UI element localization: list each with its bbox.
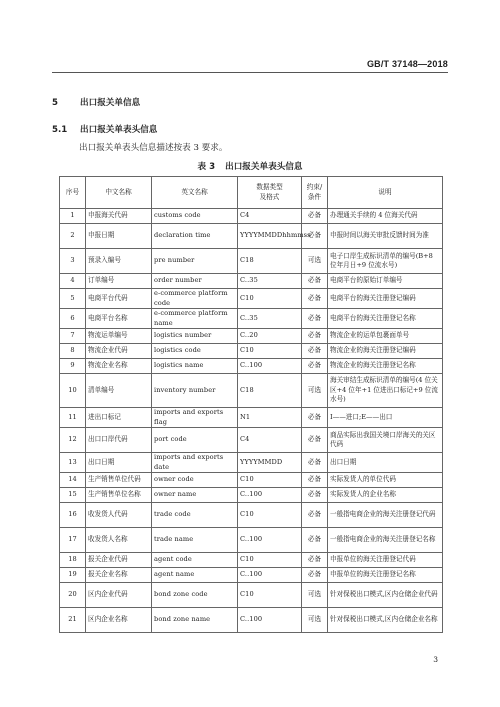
cell-description: 物流企业的运单包裹面单号 (328, 329, 443, 344)
cell-chinese-name: 订单编号 (86, 274, 152, 289)
table-row (60, 344, 443, 359)
cell-description: 物流企业的海关注册登记名称 (328, 359, 443, 374)
cell-row-number: 11 (60, 408, 86, 428)
cell-row-number: 13 (60, 453, 86, 473)
table-row (60, 503, 443, 528)
table-row (60, 249, 443, 274)
subsection-heading (52, 123, 157, 135)
cell-constraint: 必备 (302, 568, 328, 583)
cell-row-number: 7 (60, 329, 86, 344)
cell-constraint: 必备 (302, 344, 328, 359)
cell-row-number: 2 (60, 224, 86, 249)
table-row (60, 608, 443, 633)
table-row (60, 309, 443, 329)
cell-row-number: 4 (60, 274, 86, 289)
cell-description: 申报单位的海关注册登记代码 (328, 553, 443, 568)
cell-constraint: 必备 (302, 274, 328, 289)
cell-description: 电子口岸生成标识清单的编号(B+8 位年月日+9 位流水号) (328, 249, 443, 274)
table-row (60, 408, 443, 428)
header-rule (52, 72, 448, 73)
cell-data-type: C..35 (238, 274, 302, 289)
cell-data-type: N1 (238, 408, 302, 428)
cell-chinese-name: 区内企业代码 (86, 583, 152, 608)
cell-english-name: agent code (152, 553, 238, 568)
cell-data-type: C10 (238, 289, 302, 309)
cell-description: 海关审结生成标识清单的编号(4 位关区+4 位年+1 位进出口标记+9 位流水号) (328, 374, 443, 408)
cell-english-name: imports and exports flag (152, 408, 238, 428)
cell-constraint: 必备 (302, 329, 328, 344)
cell-description: 商品实际出我国关境口岸海关的关区代码 (328, 428, 443, 453)
subsection-number: 5.1 (52, 125, 68, 135)
cell-constraint: 必备 (302, 453, 328, 473)
cell-row-number: 16 (60, 503, 86, 528)
cell-chinese-name: 申报海关代码 (86, 209, 152, 224)
table-row (60, 428, 443, 453)
column-header-description: 说明 (328, 177, 443, 209)
cell-english-name: imports and exports date (152, 453, 238, 473)
section-heading (52, 96, 140, 108)
cell-data-type: C10 (238, 583, 302, 608)
cell-constraint: 必备 (302, 488, 328, 503)
cell-constraint: 必备 (302, 528, 328, 553)
cell-description: 电商平台的海关注册登记编码 (328, 289, 443, 309)
cell-row-number: 12 (60, 428, 86, 453)
table-row (60, 209, 443, 224)
cell-data-type: C4 (238, 428, 302, 453)
cell-data-type: C10 (238, 553, 302, 568)
cell-constraint: 必备 (302, 553, 328, 568)
cell-row-number: 20 (60, 583, 86, 608)
table-row (60, 553, 443, 568)
cell-description: 电商平台的原始订单编号 (328, 274, 443, 289)
standard-number: GB/T 37148—2018 (366, 59, 448, 69)
section-title: 出口报关单信息 (80, 98, 141, 108)
cell-row-number: 18 (60, 553, 86, 568)
cell-row-number: 10 (60, 374, 86, 408)
cell-english-name: port code (152, 428, 238, 453)
table-row (60, 473, 443, 488)
cell-data-type: C..100 (238, 488, 302, 503)
table-row (60, 329, 443, 344)
cell-description: 出口日期 (328, 453, 443, 473)
table-row (60, 224, 443, 249)
cell-english-name: owner code (152, 473, 238, 488)
cell-chinese-name: 进出口标记 (86, 408, 152, 428)
cell-english-name: trade code (152, 503, 238, 528)
column-header-data-type: 数据类型 及格式 (238, 177, 302, 209)
cell-description: 针对保税出口模式,区内仓储企业名称 (328, 608, 443, 633)
table-row (60, 583, 443, 608)
cell-data-type: C..20 (238, 329, 302, 344)
cell-chinese-name: 报关企业名称 (86, 568, 152, 583)
cell-constraint: 必备 (302, 209, 328, 224)
cell-chinese-name: 生产销售单位名称 (86, 488, 152, 503)
cell-data-type: C..100 (238, 359, 302, 374)
column-header-en-name: 英文名称 (152, 177, 238, 209)
cell-chinese-name: 物流运单编号 (86, 329, 152, 344)
cell-english-name: bond zone name (152, 608, 238, 633)
table-row (60, 274, 443, 289)
cell-english-name: owner name (152, 488, 238, 503)
cell-constraint: 必备 (302, 503, 328, 528)
cell-english-name: logistics name (152, 359, 238, 374)
cell-chinese-name: 清单编号 (86, 374, 152, 408)
cell-chinese-name: 收发货人代码 (86, 503, 152, 528)
cell-chinese-name: 出口口岸代码 (86, 428, 152, 453)
cell-description: 一般指电商企业的海关注册登记名称 (328, 528, 443, 553)
cell-description: 办理通关手续的 4 位海关代码 (328, 209, 443, 224)
table-row (60, 374, 443, 408)
cell-data-type: C4 (238, 209, 302, 224)
cell-data-type: YYYYMMDD (238, 453, 302, 473)
cell-row-number: 3 (60, 249, 86, 274)
cell-chinese-name: 申报日期 (86, 224, 152, 249)
section-number: 5 (52, 98, 58, 108)
table-row (60, 568, 443, 583)
cell-data-type: C18 (238, 374, 302, 408)
cell-english-name: agent name (152, 568, 238, 583)
cell-constraint: 必备 (302, 408, 328, 428)
cell-row-number: 6 (60, 309, 86, 329)
cell-description: 一般指电商企业的海关注册登记代码 (328, 503, 443, 528)
cell-english-name: inventory number (152, 374, 238, 408)
table-row (60, 528, 443, 553)
cell-data-type: C10 (238, 473, 302, 488)
cell-english-name: trade name (152, 528, 238, 553)
cell-english-name: declaration time (152, 224, 238, 249)
column-header-constraint: 约束/ 条件 (302, 177, 328, 209)
cell-data-type: YYYYMMDDhhmmss (238, 224, 302, 249)
cell-data-type: C18 (238, 249, 302, 274)
cell-description: 针对保税出口模式,区内仓储企业代码 (328, 583, 443, 608)
cell-english-name: customs code (152, 209, 238, 224)
cell-row-number: 15 (60, 488, 86, 503)
cell-description: 电商平台的海关注册登记名称 (328, 309, 443, 329)
cell-row-number: 1 (60, 209, 86, 224)
table-row (60, 488, 443, 503)
cell-constraint: 必备 (302, 224, 328, 249)
cell-english-name: e-commerce platform name (152, 309, 238, 329)
cell-constraint: 必备 (302, 473, 328, 488)
cell-row-number: 19 (60, 568, 86, 583)
cell-description: 实际发货人的企业名称 (328, 488, 443, 503)
cell-english-name: pre number (152, 249, 238, 274)
cell-constraint: 必备 (302, 428, 328, 453)
cell-row-number: 9 (60, 359, 86, 374)
cell-data-type: C..35 (238, 309, 302, 329)
table-caption-title: 出口报关单表头信息 (225, 162, 303, 172)
cell-constraint: 必备 (302, 289, 328, 309)
cell-chinese-name: 区内企业名称 (86, 608, 152, 633)
cell-english-name: logistics code (152, 344, 238, 359)
cell-chinese-name: 电商平台代码 (86, 289, 152, 309)
cell-data-type: C10 (238, 344, 302, 359)
cell-data-type: C10 (238, 503, 302, 528)
cell-chinese-name: 预录入编号 (86, 249, 152, 274)
table-row (60, 453, 443, 473)
column-header-cn-name: 中文名称 (86, 177, 152, 209)
table-row (60, 359, 443, 374)
cell-description: 物流企业的海关注册登记编码 (328, 344, 443, 359)
cell-english-name: e-commerce platform code (152, 289, 238, 309)
cell-chinese-name: 物流企业名称 (86, 359, 152, 374)
cell-chinese-name: 收发货人名称 (86, 528, 152, 553)
cell-chinese-name: 出口日期 (86, 453, 152, 473)
intro-paragraph: 出口报关单表头信息描述按表 3 要求。 (79, 143, 228, 153)
cell-chinese-name: 报关企业代码 (86, 553, 152, 568)
cell-data-type: C..100 (238, 528, 302, 553)
cell-chinese-name: 电商平台名称 (86, 309, 152, 329)
cell-english-name: order number (152, 274, 238, 289)
table-caption (0, 160, 500, 172)
cell-english-name: logistics number (152, 329, 238, 344)
column-header-no: 序号 (60, 177, 86, 209)
cell-description: I——进口;E——出口 (328, 408, 443, 428)
cell-constraint: 可选 (302, 249, 328, 274)
cell-description: 申报单位的海关注册登记名称 (328, 568, 443, 583)
cell-constraint: 必备 (302, 359, 328, 374)
cell-chinese-name: 物流企业代码 (86, 344, 152, 359)
cell-constraint: 可选 (302, 583, 328, 608)
cell-english-name: bond zone code (152, 583, 238, 608)
cell-row-number: 8 (60, 344, 86, 359)
page-number: 3 (433, 655, 438, 664)
table-caption-label: 表 3 (197, 162, 216, 172)
subsection-title: 出口报关单表头信息 (80, 125, 158, 135)
table-body (60, 209, 443, 633)
cell-row-number: 14 (60, 473, 86, 488)
cell-data-type: C..100 (238, 568, 302, 583)
table-row (60, 289, 443, 309)
cell-row-number: 5 (60, 289, 86, 309)
cell-description: 申报时间以海关审批反馈时间为准 (328, 224, 443, 249)
header-info-table (59, 176, 443, 633)
cell-chinese-name: 生产销售单位代码 (86, 473, 152, 488)
cell-constraint: 可选 (302, 374, 328, 408)
cell-data-type: C..100 (238, 608, 302, 633)
table-header-row (60, 177, 443, 209)
cell-row-number: 17 (60, 528, 86, 553)
cell-constraint: 可选 (302, 608, 328, 633)
cell-row-number: 21 (60, 608, 86, 633)
cell-constraint: 必备 (302, 309, 328, 329)
cell-description: 实际发货人的单位代码 (328, 473, 443, 488)
